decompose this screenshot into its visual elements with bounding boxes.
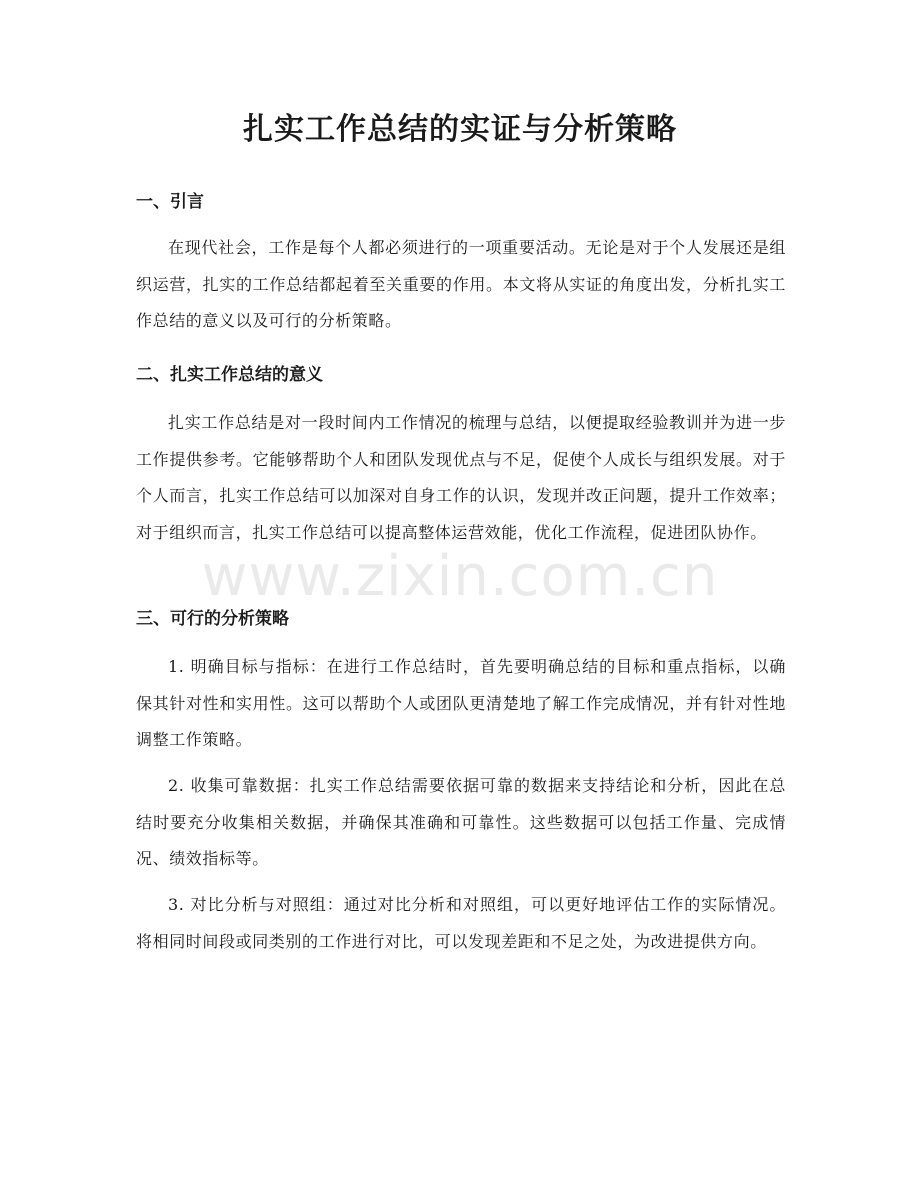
paragraph-strategy-2: 2. 收集可靠数据：扎实工作总结需要依据可靠的数据来支持结论和分析，因此在总结时要充分收集相关数据，并确保其准确和可靠性。这些数据可以包括工作量、完成情况、绩效指标等。 <box>136 776 786 868</box>
paragraph-strategy-1: 1. 明确目标与指标：在进行工作总结时，首先要明确总结的目标和重点指标，以确保其针对性和实用性。这可以帮助个人或团队更清楚地了解工作完成情况，并有针对性地调整工作策略。 <box>136 657 786 749</box>
paragraph-introduction: 在现代社会，工作是每个人都必须进行的一项重要活动。无论是对于个人发展还是组织运营，扎实的工作总结都起着至关重要的作用。本文将从实证的角度出发，分析扎实工作总结的意义以及可行的分析策略。 <box>136 238 786 330</box>
section-heading-significance: 二、扎实工作总结的意义 <box>136 365 323 385</box>
paragraph-significance: 扎实工作总结是对一段时间内工作情况的梳理与总结，以便提取经验教训并为进一步工作提供参考。它能够帮助个人和团队发现优点与不足，促使个人成长与组织发展。对于个人而言，扎实工作总结可以加深对自身工作的认识，发现并改正问题，提升工作效率；对于组织而言，扎实工作总结可以提高整体运营效能，优化工作流程，促进团队协作。 <box>136 413 786 542</box>
document-title: 扎实工作总结的实证与分析策略 <box>243 112 677 147</box>
section-heading-introduction: 一、引言 <box>136 192 204 212</box>
watermark: www.zixin.com.cn <box>201 544 719 609</box>
paragraph-strategy-3: 3. 对比分析与对照组：通过对比分析和对照组，可以更好地评估工作的实际情况。将相同时间段或同类别的工作进行对比，可以发现差距和不足之处，为改进提供方向。 <box>136 895 786 951</box>
section-heading-strategies: 三、可行的分析策略 <box>136 609 289 629</box>
